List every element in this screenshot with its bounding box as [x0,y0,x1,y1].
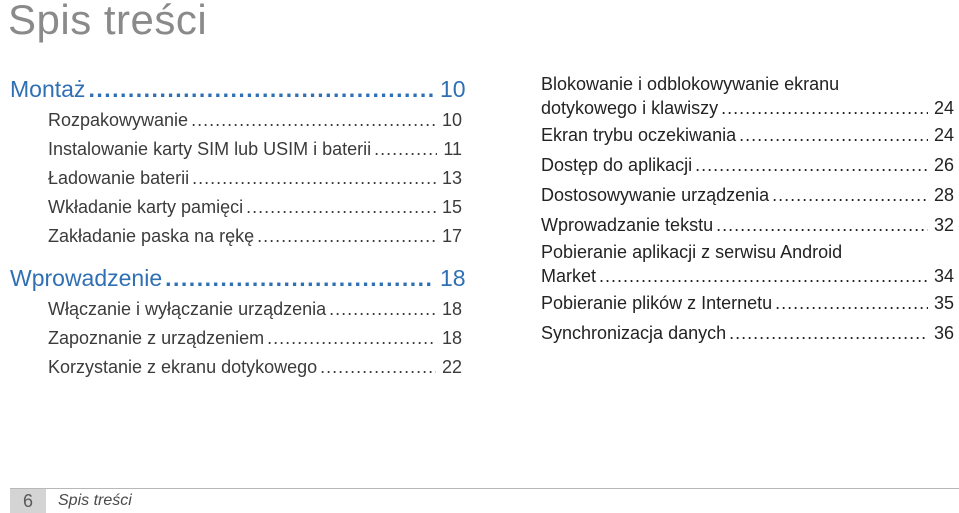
entry-page-number: 13 [441,168,462,188]
leader-dots [695,150,928,180]
entry-label: Wprowadzanie tekstu [541,215,714,235]
entry-label-line2: Market [541,266,597,286]
entry-page-number: 28 [933,185,954,205]
entry-label: Ładowanie baterii [48,168,190,188]
toc-entry[interactable] [541,288,954,318]
entry-page-number: 24 [933,125,954,145]
entry-page-number: 11 [443,139,462,159]
toc-entry[interactable] [10,106,462,135]
toc-entry[interactable] [541,240,954,288]
section-title: Montaż [10,76,86,102]
leader-dots [729,318,928,348]
leader-dots [775,288,928,318]
toc-entry[interactable] [541,180,954,210]
entry-label: Ekran trybu oczekiwania [541,125,737,145]
entry-label: Rozpakowywanie [48,110,189,130]
entry-label: Zapoznanie z urządzeniem [48,328,265,348]
entry-label: Synchronizacja danych [541,323,727,343]
footer-divider [10,488,959,489]
leader-dots [267,324,436,353]
entry-label: Włączanie i wyłączanie urządzenia [48,299,327,319]
entry-label-line2: dotykowego i klawiszy [541,98,719,118]
leader-dots [721,96,928,120]
entry-label-line1: Pobieranie aplikacji z serwisu Android [541,242,843,262]
leader-dots [599,264,928,288]
leader-dots [716,210,928,240]
entry-page-number: 18 [441,328,462,348]
entry-label: Dostęp do aplikacji [541,155,693,175]
entry-page-number: 17 [441,226,462,246]
toc-section-montaz[interactable] [10,72,466,106]
entry-page-number: 34 [933,266,954,286]
leader-dots [192,164,436,193]
entry-page-number: 18 [441,299,462,319]
leader-dots [374,135,437,164]
toc-entry[interactable] [541,150,954,180]
page-title: Spis treści [8,0,208,43]
leader-dots [320,353,436,382]
entry-label: Wkładanie karty pamięci [48,197,244,217]
toc-entry[interactable] [10,295,462,324]
entry-label-line1: Blokowanie i odblokowywanie ekranu [541,74,840,94]
page-footer [0,486,959,513]
leader-dots [191,106,436,135]
toc-right-column [541,72,954,348]
entry-page-number: 36 [933,323,954,343]
leader-dots [257,222,436,251]
entry-label: Pobieranie plików z Internetu [541,293,773,313]
entry-page-number: 10 [441,110,462,130]
leader-dots [165,261,434,295]
toc-entry[interactable] [10,164,462,193]
toc-left-column [10,72,466,382]
entry-page-number: 32 [933,215,954,235]
toc-entry[interactable] [541,210,954,240]
section-page-number: 18 [440,265,466,291]
leader-dots [329,295,436,324]
toc-entry[interactable] [10,135,462,164]
entry-page-number: 26 [933,155,954,175]
footer-title: Spis treści [58,492,132,509]
entry-page-number: 24 [933,98,954,118]
entry-label: Zakładanie paska na rękę [48,226,255,246]
entry-label: Dostosowywanie urządzenia [541,185,770,205]
toc-entry[interactable] [10,222,462,251]
entry-page-number: 15 [441,197,462,217]
entry-page-number: 35 [933,293,954,313]
toc-entry[interactable] [541,120,954,150]
leader-dots [739,120,928,150]
leader-dots [88,72,434,106]
footer-page-number: 6 [10,489,46,513]
section-gap [10,251,462,261]
entry-label: Korzystanie z ekranu dotykowego [48,357,318,377]
leader-dots [772,180,928,210]
entry-label: Instalowanie karty SIM lub USIM i baterii [48,139,372,159]
toc-entry[interactable] [541,318,954,348]
toc-entry[interactable] [10,193,462,222]
leader-dots [246,193,436,222]
toc-entry[interactable] [10,353,462,382]
toc-entry[interactable] [10,324,462,353]
entry-page-number: 22 [441,357,462,377]
section-title: Wprowadzenie [10,265,163,291]
toc-entry[interactable] [541,72,954,120]
toc-section-wprowadzenie[interactable] [10,261,466,295]
section-page-number: 10 [440,76,466,102]
